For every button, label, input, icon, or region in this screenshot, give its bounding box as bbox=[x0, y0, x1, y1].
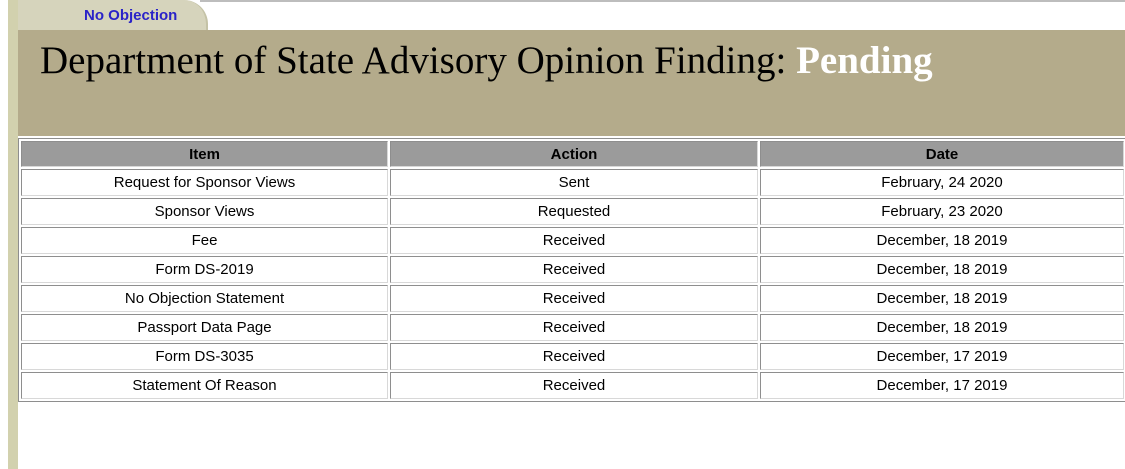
cell-item: Form DS-3035 bbox=[21, 343, 388, 370]
cell-action: Received bbox=[390, 343, 758, 370]
table-row bbox=[21, 285, 1124, 312]
tab-no-objection-label: No Objection bbox=[84, 7, 178, 24]
page-title bbox=[40, 38, 933, 83]
cell-action: Received bbox=[390, 372, 758, 399]
cell-item: Passport Data Page bbox=[21, 314, 388, 341]
table-header-row bbox=[21, 141, 1124, 167]
table-row bbox=[21, 256, 1124, 283]
cell-date: December, 18 2019 bbox=[760, 256, 1124, 283]
cell-date: December, 18 2019 bbox=[760, 314, 1124, 341]
cell-date: December, 18 2019 bbox=[760, 227, 1124, 254]
table-row bbox=[21, 169, 1124, 196]
table-row bbox=[21, 227, 1124, 254]
cell-date: February, 23 2020 bbox=[760, 198, 1124, 225]
cell-action: Received bbox=[390, 314, 758, 341]
cell-action: Requested bbox=[390, 198, 758, 225]
table-row bbox=[21, 372, 1124, 399]
column-header-date: Date bbox=[760, 141, 1124, 167]
cell-item: Request for Sponsor Views bbox=[21, 169, 388, 196]
finding-banner bbox=[18, 30, 1125, 136]
cell-date: February, 24 2020 bbox=[760, 169, 1124, 196]
cell-item: Form DS-2019 bbox=[21, 256, 388, 283]
table-row bbox=[21, 198, 1124, 225]
top-divider bbox=[200, 0, 1125, 2]
case-status-table bbox=[18, 138, 1125, 402]
cell-item: Statement Of Reason bbox=[21, 372, 388, 399]
finding-status: Pending bbox=[796, 39, 933, 82]
page-left-margin bbox=[0, 0, 8, 469]
cell-item: Fee bbox=[21, 227, 388, 254]
tab-no-objection[interactable] bbox=[18, 0, 208, 30]
column-header-action: Action bbox=[390, 141, 758, 167]
cell-item: Sponsor Views bbox=[21, 198, 388, 225]
cell-action: Received bbox=[390, 285, 758, 312]
column-header-item: Item bbox=[21, 141, 388, 167]
left-accent-rail bbox=[8, 0, 18, 469]
cell-item: No Objection Statement bbox=[21, 285, 388, 312]
table-row bbox=[21, 314, 1124, 341]
cell-date: December, 18 2019 bbox=[760, 285, 1124, 312]
cell-date: December, 17 2019 bbox=[760, 343, 1124, 370]
cell-action: Received bbox=[390, 227, 758, 254]
cell-action: Sent bbox=[390, 169, 758, 196]
page-title-text: Department of State Advisory Opinion Finding: bbox=[40, 39, 787, 82]
cell-date: December, 17 2019 bbox=[760, 372, 1124, 399]
cell-action: Received bbox=[390, 256, 758, 283]
table-row bbox=[21, 343, 1124, 370]
